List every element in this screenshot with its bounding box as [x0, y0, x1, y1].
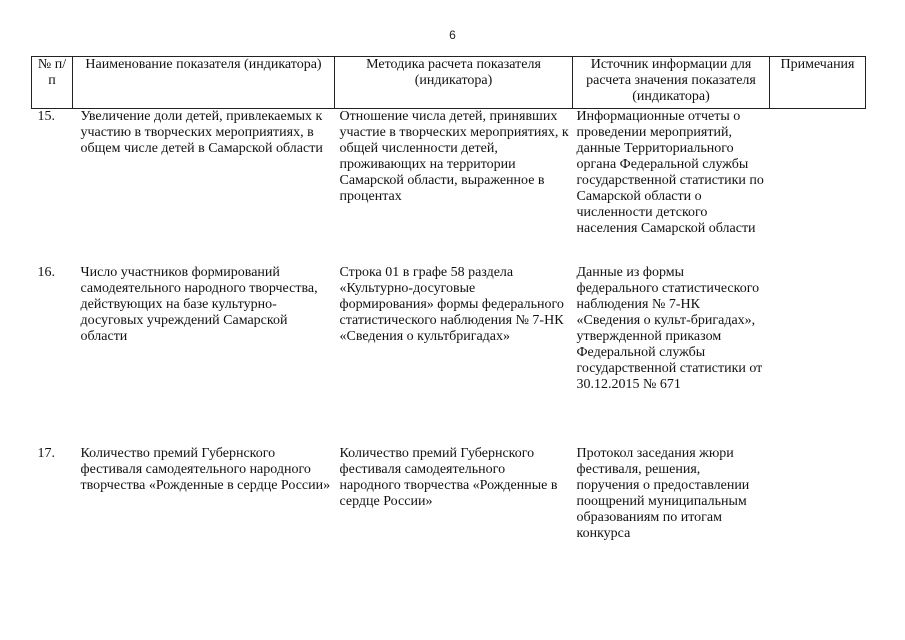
- notes: [770, 265, 866, 446]
- header-information-source: Источник информации для расчета значения показателя (индикатора): [573, 57, 770, 109]
- header-number: № п/п: [32, 57, 73, 109]
- row-number: 17.: [37, 446, 55, 461]
- header-calculation-method: Методика расчета показателя (индикатора): [335, 57, 573, 109]
- header-row: [32, 57, 866, 109]
- table-row: [32, 265, 866, 446]
- information-source: Данные из формы федерального статистического наблюдения № 7-НК «Сведения о культ-бригадах», утвержденной приказом Федеральной службы государственной статистики от 30.12.2015 № 671: [576, 265, 763, 392]
- header-notes: Примечания: [770, 57, 866, 109]
- calculation-method: Количество премий Губернского фестиваля самодеятельного народного творчества «Рожденные в сердце России»: [339, 446, 558, 509]
- page-number: 6: [449, 28, 456, 42]
- row-number: 15.: [37, 109, 55, 124]
- indicator-name: Количество премий Губернского фестиваля самодеятельного народного творчества «Рожденные в сердце России»: [80, 446, 331, 493]
- calculation-method: Отношение числа детей, принявших участие в творческих мероприятиях, к общей численности детей, проживающих на территории Самарской области, выраженное в процентах: [339, 109, 569, 204]
- indicator-name: Увеличение доли детей, привлекаемых к участию в творческих мероприятиях, в общем числе детей в Самарской области: [80, 109, 323, 156]
- notes: [770, 446, 866, 556]
- table-row: [32, 109, 866, 266]
- calculation-method: Строка 01 в графе 58 раздела «Культурно-досуговые формирования» формы федерального статистического наблюдения № 7-НК «Сведения о культбригадах»: [339, 265, 564, 344]
- indicators-table: [31, 56, 866, 556]
- header-indicator-name: Наименование показателя (индикатора): [73, 57, 335, 109]
- indicator-name: Число участников формирований самодеятельного народного творчества, действующих на базе культурно-досуговых учреждений Самарской области: [80, 265, 318, 344]
- information-source: Протокол заседания жюри фестиваля, решения, поручения о предоставлении поощрений муниципальным образованиям по итогам конкурса: [576, 446, 750, 541]
- information-source: Информационные отчеты о проведении мероприятий, данные Территориального органа Федеральной службы государственной статистики по Самарской области о численности детского населения Самарской области: [576, 109, 764, 236]
- row-number: 16.: [37, 265, 55, 280]
- table-body: [32, 109, 866, 557]
- notes: [770, 109, 866, 266]
- table-header: [32, 57, 866, 109]
- table-row: [32, 446, 866, 556]
